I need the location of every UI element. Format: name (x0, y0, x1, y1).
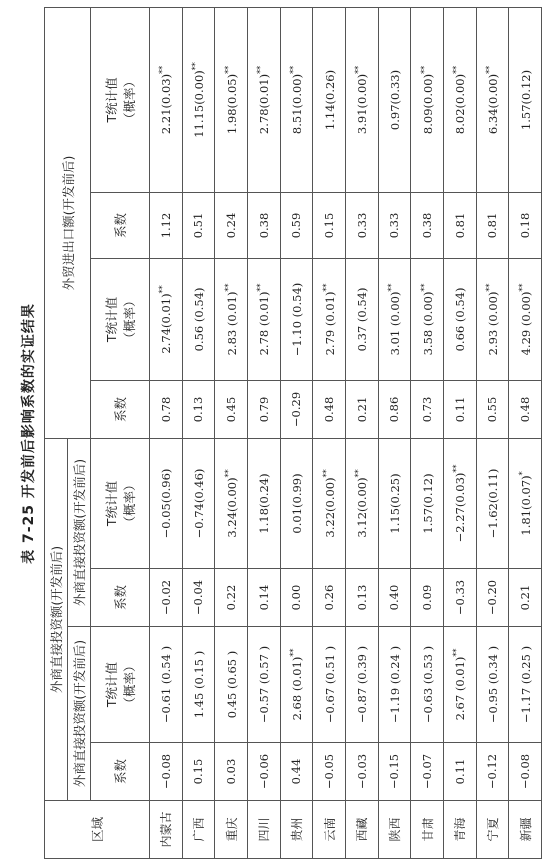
significance-mark: ** (256, 65, 266, 74)
coef-cell-value: 0.26 (322, 584, 337, 611)
tstat-cell (378, 258, 411, 380)
significance-mark: * (517, 471, 527, 476)
header-coef: 系数 (91, 743, 150, 801)
tstat-cell (182, 7, 215, 192)
tstat-cell-value: 8.02(0.00) (453, 73, 468, 135)
significance-mark: ** (452, 65, 462, 74)
significance-mark: ** (321, 469, 331, 478)
coef-cell-value: 0.81 (485, 212, 500, 239)
coef-cell (378, 743, 411, 801)
tstat-cell (247, 258, 280, 380)
coef-cell-value: 0.45 (224, 396, 239, 423)
coef-cell-value: −0.06 (256, 753, 271, 790)
tstat-cell (215, 258, 248, 380)
header-coef: 系数 (91, 569, 150, 627)
coef-cell (443, 743, 476, 801)
significance-mark: ** (419, 65, 429, 74)
coef-cell (280, 192, 313, 258)
coef-cell (313, 380, 346, 438)
tstat-cell (411, 438, 444, 568)
tstat-cell-value: 0.56 (0.54) (191, 287, 206, 352)
coef-cell-value: −0.03 (354, 753, 369, 790)
region-cell (150, 801, 183, 859)
coef-cell-value: 0.21 (518, 584, 533, 611)
coef-cell (345, 569, 378, 627)
coef-cell-value: −0.05 (322, 753, 337, 790)
coef-cell-value: −0.08 (518, 753, 533, 790)
region-cell-value: 重庆 (224, 817, 239, 842)
coef-cell (345, 743, 378, 801)
tstat-cell (215, 7, 248, 192)
tstat-cell (280, 438, 313, 568)
region-cell-value: 内蒙古 (159, 811, 174, 848)
significance-mark: ** (354, 469, 364, 478)
table-row (411, 7, 444, 858)
tstat-cell-value: 1.15(0.25) (387, 473, 402, 534)
tstat-cell (378, 438, 411, 568)
coef-cell-value: 0.51 (191, 212, 206, 239)
results-table (44, 7, 542, 859)
tstat-cell-value: 1.98(0.05) (224, 73, 239, 135)
region-cell (378, 801, 411, 859)
coef-cell (411, 569, 444, 627)
coef-cell-value: 0.11 (452, 758, 467, 785)
coef-cell-value: 0.14 (256, 584, 271, 611)
tstat-cell-value: 6.34(0.00) (485, 73, 500, 135)
coef-cell (443, 192, 476, 258)
tstat-cell-value: 2.93 (0.00) (485, 291, 500, 356)
tstat-cell-value: 1.57(0.12) (518, 69, 533, 131)
tstat-cell (345, 7, 378, 192)
coef-cell (476, 569, 509, 627)
tstat-cell-value: 2.79 (0.01) (322, 291, 337, 356)
table-row (476, 7, 509, 858)
coef-cell-value: 0.09 (420, 584, 435, 611)
region-cell-value: 宁夏 (485, 817, 500, 842)
coef-cell (215, 569, 248, 627)
header-coef: 系数 (91, 192, 150, 258)
tstat-cell (247, 7, 280, 192)
tstat-cell-value: 0.97(0.33) (387, 69, 402, 131)
coef-cell (215, 743, 248, 801)
coef-cell (182, 743, 215, 801)
coef-cell-value: 0.13 (354, 584, 369, 611)
region-cell (509, 801, 542, 859)
tstat-cell (182, 258, 215, 380)
coef-cell-value: 0.59 (289, 212, 304, 239)
tstat-cell (150, 258, 183, 380)
coef-cell-value: 0.13 (191, 396, 206, 423)
tstat-cell-value: 3.22(0.00) (322, 477, 337, 538)
header-fdi-subgroup-2: 外商直接投资额(开发前后) (68, 438, 91, 626)
coef-cell-value: −0.04 (191, 579, 206, 616)
coef-cell-value: 0.38 (256, 212, 271, 239)
coef-cell (150, 192, 183, 258)
tstat-cell (313, 7, 346, 192)
tstat-cell (378, 627, 411, 743)
region-cell (313, 801, 346, 859)
tstat-cell (182, 438, 215, 568)
tstat-cell (345, 258, 378, 380)
coef-cell (411, 192, 444, 258)
coef-cell (443, 380, 476, 438)
region-cell (411, 801, 444, 859)
region-cell (247, 801, 280, 859)
tstat-cell-value: −0.57 (0.57 ) (257, 645, 272, 724)
tstat-cell (443, 258, 476, 380)
tstat-cell (313, 438, 346, 568)
table-row (150, 7, 183, 858)
significance-mark: ** (484, 65, 494, 74)
header-tstat-label: T统计值 (104, 77, 119, 123)
header-fdi-group: 外商直接投资额(开发前后) (45, 438, 68, 800)
coef-cell-value: 0.79 (256, 396, 271, 423)
tstat-cell-value: −0.87 (0.39 ) (355, 645, 370, 724)
significance-mark: ** (484, 283, 494, 292)
tstat-cell-value: 3.91(0.00) (355, 73, 370, 135)
tstat-cell (150, 7, 183, 192)
region-cell-value: 四川 (257, 817, 272, 842)
coef-cell (313, 192, 346, 258)
coef-cell (313, 569, 346, 627)
region-cell-value: 广西 (191, 817, 206, 842)
tstat-cell-value: 2.68 (0.01) (289, 656, 304, 721)
coef-cell-value: 0.48 (518, 396, 533, 423)
header-tstat-label: T统计值 (104, 480, 119, 527)
significance-mark: ** (223, 469, 233, 478)
coef-cell-value: 1.12 (158, 212, 173, 239)
tstat-cell (476, 627, 509, 743)
coef-cell-value: −0.12 (485, 753, 500, 790)
coef-cell (411, 743, 444, 801)
coef-cell-value: 0.03 (224, 758, 239, 785)
header-fdi-subgroup-1: 外商直接投资额(开发前后) (68, 627, 91, 801)
tstat-cell (443, 7, 476, 192)
tstat-cell-value: 11.15(0.00) (191, 70, 206, 138)
coef-cell (476, 743, 509, 801)
tstat-cell (313, 258, 346, 380)
coef-cell-value: 0.15 (191, 758, 206, 785)
tstat-cell-value: 1.18(0.24) (257, 473, 272, 534)
table-row (509, 7, 542, 858)
tstat-cell-value: 8.09(0.00) (420, 73, 435, 135)
coef-cell-value: −0.29 (289, 391, 304, 428)
coef-cell (378, 569, 411, 627)
tstat-cell-value: 1.57(0.12) (420, 473, 435, 534)
significance-mark: ** (223, 283, 233, 292)
coef-cell (150, 569, 183, 627)
tstat-cell-value: −0.95 (0.34 ) (485, 645, 500, 724)
table-row (247, 7, 280, 858)
coef-cell (509, 380, 542, 438)
significance-mark: ** (387, 283, 396, 292)
coef-cell-value: −0.08 (158, 753, 173, 790)
significance-mark: ** (517, 283, 527, 292)
coef-cell (247, 192, 280, 258)
tstat-cell-value: 0.01(0.99) (289, 473, 304, 534)
coef-cell-value: −0.07 (420, 753, 435, 790)
tstat-cell (411, 258, 444, 380)
header-trade-group: 外贸进出口额(开发前后) (45, 7, 91, 438)
tstat-cell-value: −1.19 (0.24 ) (387, 645, 402, 724)
table-row (443, 7, 476, 858)
coef-cell-value: −0.15 (387, 753, 402, 790)
coef-cell (476, 380, 509, 438)
tstat-cell-value: 3.01 (0.00) (387, 291, 402, 356)
tstat-cell-value: 1.45 (0.15 ) (191, 650, 206, 719)
significance-mark: ** (223, 65, 233, 74)
tstat-cell (509, 258, 542, 380)
coef-cell-value: 0.55 (485, 396, 500, 423)
tstat-cell (247, 438, 280, 568)
region-cell-value: 陕西 (387, 817, 402, 842)
coef-cell (476, 192, 509, 258)
coef-cell (509, 192, 542, 258)
coef-cell-value: 0.86 (387, 396, 402, 423)
significance-mark: ** (419, 283, 429, 292)
tstat-cell-value: −2.27(0.03) (453, 472, 468, 543)
table-row (215, 7, 248, 858)
tstat-cell (411, 7, 444, 192)
coef-cell-value: 0.81 (452, 212, 467, 239)
header-prob-label: （概率） (122, 74, 137, 125)
region-cell-value: 云南 (322, 817, 337, 842)
header-tstat (91, 438, 150, 568)
tstat-cell (443, 438, 476, 568)
tstat-cell (150, 438, 183, 568)
significance-mark: ** (321, 283, 331, 292)
tstat-cell-value: 2.21(0.03) (159, 73, 174, 135)
coef-cell-value: 0.22 (224, 584, 239, 611)
coef-cell-value: 0.73 (420, 396, 435, 423)
coef-cell (280, 380, 313, 438)
region-cell (443, 801, 476, 859)
region-cell-value: 新疆 (518, 817, 533, 842)
coef-cell (443, 569, 476, 627)
region-cell (345, 801, 378, 859)
coef-cell (182, 569, 215, 627)
tstat-cell-value: −1.62(0.11) (485, 468, 500, 539)
tstat-cell-value: −0.05(0.96) (159, 468, 174, 539)
header-tstat (91, 627, 150, 743)
header-prob-label: （概率） (122, 294, 137, 345)
coef-cell-value: 0.40 (387, 584, 402, 611)
tstat-cell (150, 627, 183, 743)
coef-cell (215, 192, 248, 258)
region-cell (476, 801, 509, 859)
tstat-cell (411, 627, 444, 743)
table-caption: 表 7-25 开发前后影响系数的实证结果 (21, 303, 37, 564)
region-cell (182, 801, 215, 859)
tstat-cell (345, 627, 378, 743)
coef-cell (411, 380, 444, 438)
table-body (150, 7, 542, 858)
tstat-cell-value: 2.67 (0.01) (453, 656, 468, 721)
coef-cell (280, 569, 313, 627)
tstat-cell (378, 7, 411, 192)
tstat-cell-value: 3.58 (0.00) (420, 291, 435, 356)
table-row (378, 7, 411, 858)
tstat-cell (280, 258, 313, 380)
coef-cell-value: 0.18 (518, 212, 533, 239)
significance-mark: ** (354, 65, 364, 74)
tstat-cell (476, 438, 509, 568)
coef-cell-value: −0.02 (158, 579, 173, 616)
coef-cell (150, 380, 183, 438)
coef-cell-value: 0.44 (289, 758, 304, 785)
coef-cell (247, 380, 280, 438)
coef-cell-value: 0.38 (420, 212, 435, 239)
tstat-cell-value: −1.17 (0.25 ) (518, 645, 533, 724)
region-cell-value: 青海 (453, 817, 468, 842)
tstat-cell-value: 1.14(0.26) (322, 69, 337, 131)
coef-cell (345, 192, 378, 258)
tstat-cell-value: 2.74(0.01) (159, 293, 174, 354)
coef-cell-value: 0.00 (289, 584, 304, 611)
header-tstat (91, 7, 150, 192)
significance-mark: ** (452, 648, 462, 657)
significance-mark: ** (452, 464, 462, 473)
coef-cell (378, 192, 411, 258)
coef-cell (247, 569, 280, 627)
significance-mark: ** (191, 62, 201, 71)
tstat-cell (509, 7, 542, 192)
tstat-cell-value: 1.81(0.07) (518, 475, 533, 536)
header-coef: 系数 (91, 380, 150, 438)
significance-mark: ** (289, 65, 299, 74)
header-prob-label: （概率） (122, 659, 137, 710)
tstat-cell (345, 438, 378, 568)
coef-cell (345, 380, 378, 438)
tstat-cell (182, 627, 215, 743)
tstat-cell-value: −0.67 (0.51 ) (322, 645, 337, 724)
tstat-cell-value: 4.29 (0.00) (518, 291, 533, 356)
significance-mark: ** (158, 65, 168, 74)
tstat-cell-value: 2.83 (0.01) (224, 291, 239, 356)
coef-cell-value: 0.48 (322, 396, 337, 423)
coef-cell (215, 380, 248, 438)
header-tstat (91, 258, 150, 380)
region-cell (215, 801, 248, 859)
coef-cell (313, 743, 346, 801)
tstat-cell-value: −1.10 (0.54) (289, 282, 304, 357)
tstat-cell (509, 438, 542, 568)
tstat-cell (280, 627, 313, 743)
coef-cell (509, 569, 542, 627)
tstat-cell-value: −0.74(0.46) (191, 468, 206, 539)
table-row (345, 7, 378, 858)
tstat-cell (215, 627, 248, 743)
coef-cell-value: 0.24 (224, 212, 239, 239)
tstat-cell-value: 0.66 (0.54) (453, 287, 468, 352)
tstat-cell (476, 7, 509, 192)
region-cell-value: 甘肃 (420, 817, 435, 842)
region-cell-value: 贵州 (289, 817, 304, 842)
coef-cell-value: 0.21 (354, 396, 369, 423)
tstat-cell (280, 7, 313, 192)
header-tstat-label: T统计值 (104, 296, 119, 343)
significance-mark: ** (158, 285, 168, 294)
significance-mark: ** (289, 648, 299, 657)
coef-cell-value: −0.20 (485, 579, 500, 616)
table-row (313, 7, 346, 858)
header-prob-label: （概率） (122, 478, 137, 529)
tstat-cell-value: 8.51(0.00) (289, 73, 304, 135)
coef-cell-value: 0.33 (354, 212, 369, 239)
header-tstat-label: T统计值 (104, 661, 119, 708)
tstat-cell-value: −0.63 (0.53 ) (420, 645, 435, 724)
tstat-cell (313, 627, 346, 743)
region-cell (280, 801, 313, 859)
coef-cell (182, 380, 215, 438)
coef-cell-value: 0.78 (158, 396, 173, 423)
tstat-cell-value: 0.45 (0.65 ) (224, 650, 239, 719)
tstat-cell-value: 0.37 (0.54) (355, 287, 370, 352)
coef-cell (150, 743, 183, 801)
significance-mark: ** (256, 283, 266, 292)
coef-cell (509, 743, 542, 801)
coef-cell-value: 0.15 (322, 212, 337, 239)
coef-cell-value: −0.33 (452, 579, 467, 616)
tstat-cell-value: 2.78 (0.01) (257, 291, 272, 356)
tstat-cell (476, 258, 509, 380)
tstat-cell (443, 627, 476, 743)
coef-cell-value: 0.11 (452, 396, 467, 423)
tstat-cell (509, 627, 542, 743)
region-cell-value: 西藏 (355, 817, 370, 842)
tstat-cell-value: 3.24(0.00) (224, 477, 239, 538)
coef-cell (280, 743, 313, 801)
table-row (280, 7, 313, 858)
coef-cell (247, 743, 280, 801)
tstat-cell (215, 438, 248, 568)
tstat-cell-value: 2.78(0.01) (257, 73, 272, 135)
coef-cell (182, 192, 215, 258)
tstat-cell (247, 627, 280, 743)
coef-cell (378, 380, 411, 438)
coef-cell-value: 0.33 (387, 212, 402, 239)
tstat-cell-value: −0.61 (0.54 ) (159, 645, 174, 724)
table-row (182, 7, 215, 858)
tstat-cell-value: 3.12(0.00) (355, 477, 370, 538)
header-region: 区域 (45, 801, 150, 859)
